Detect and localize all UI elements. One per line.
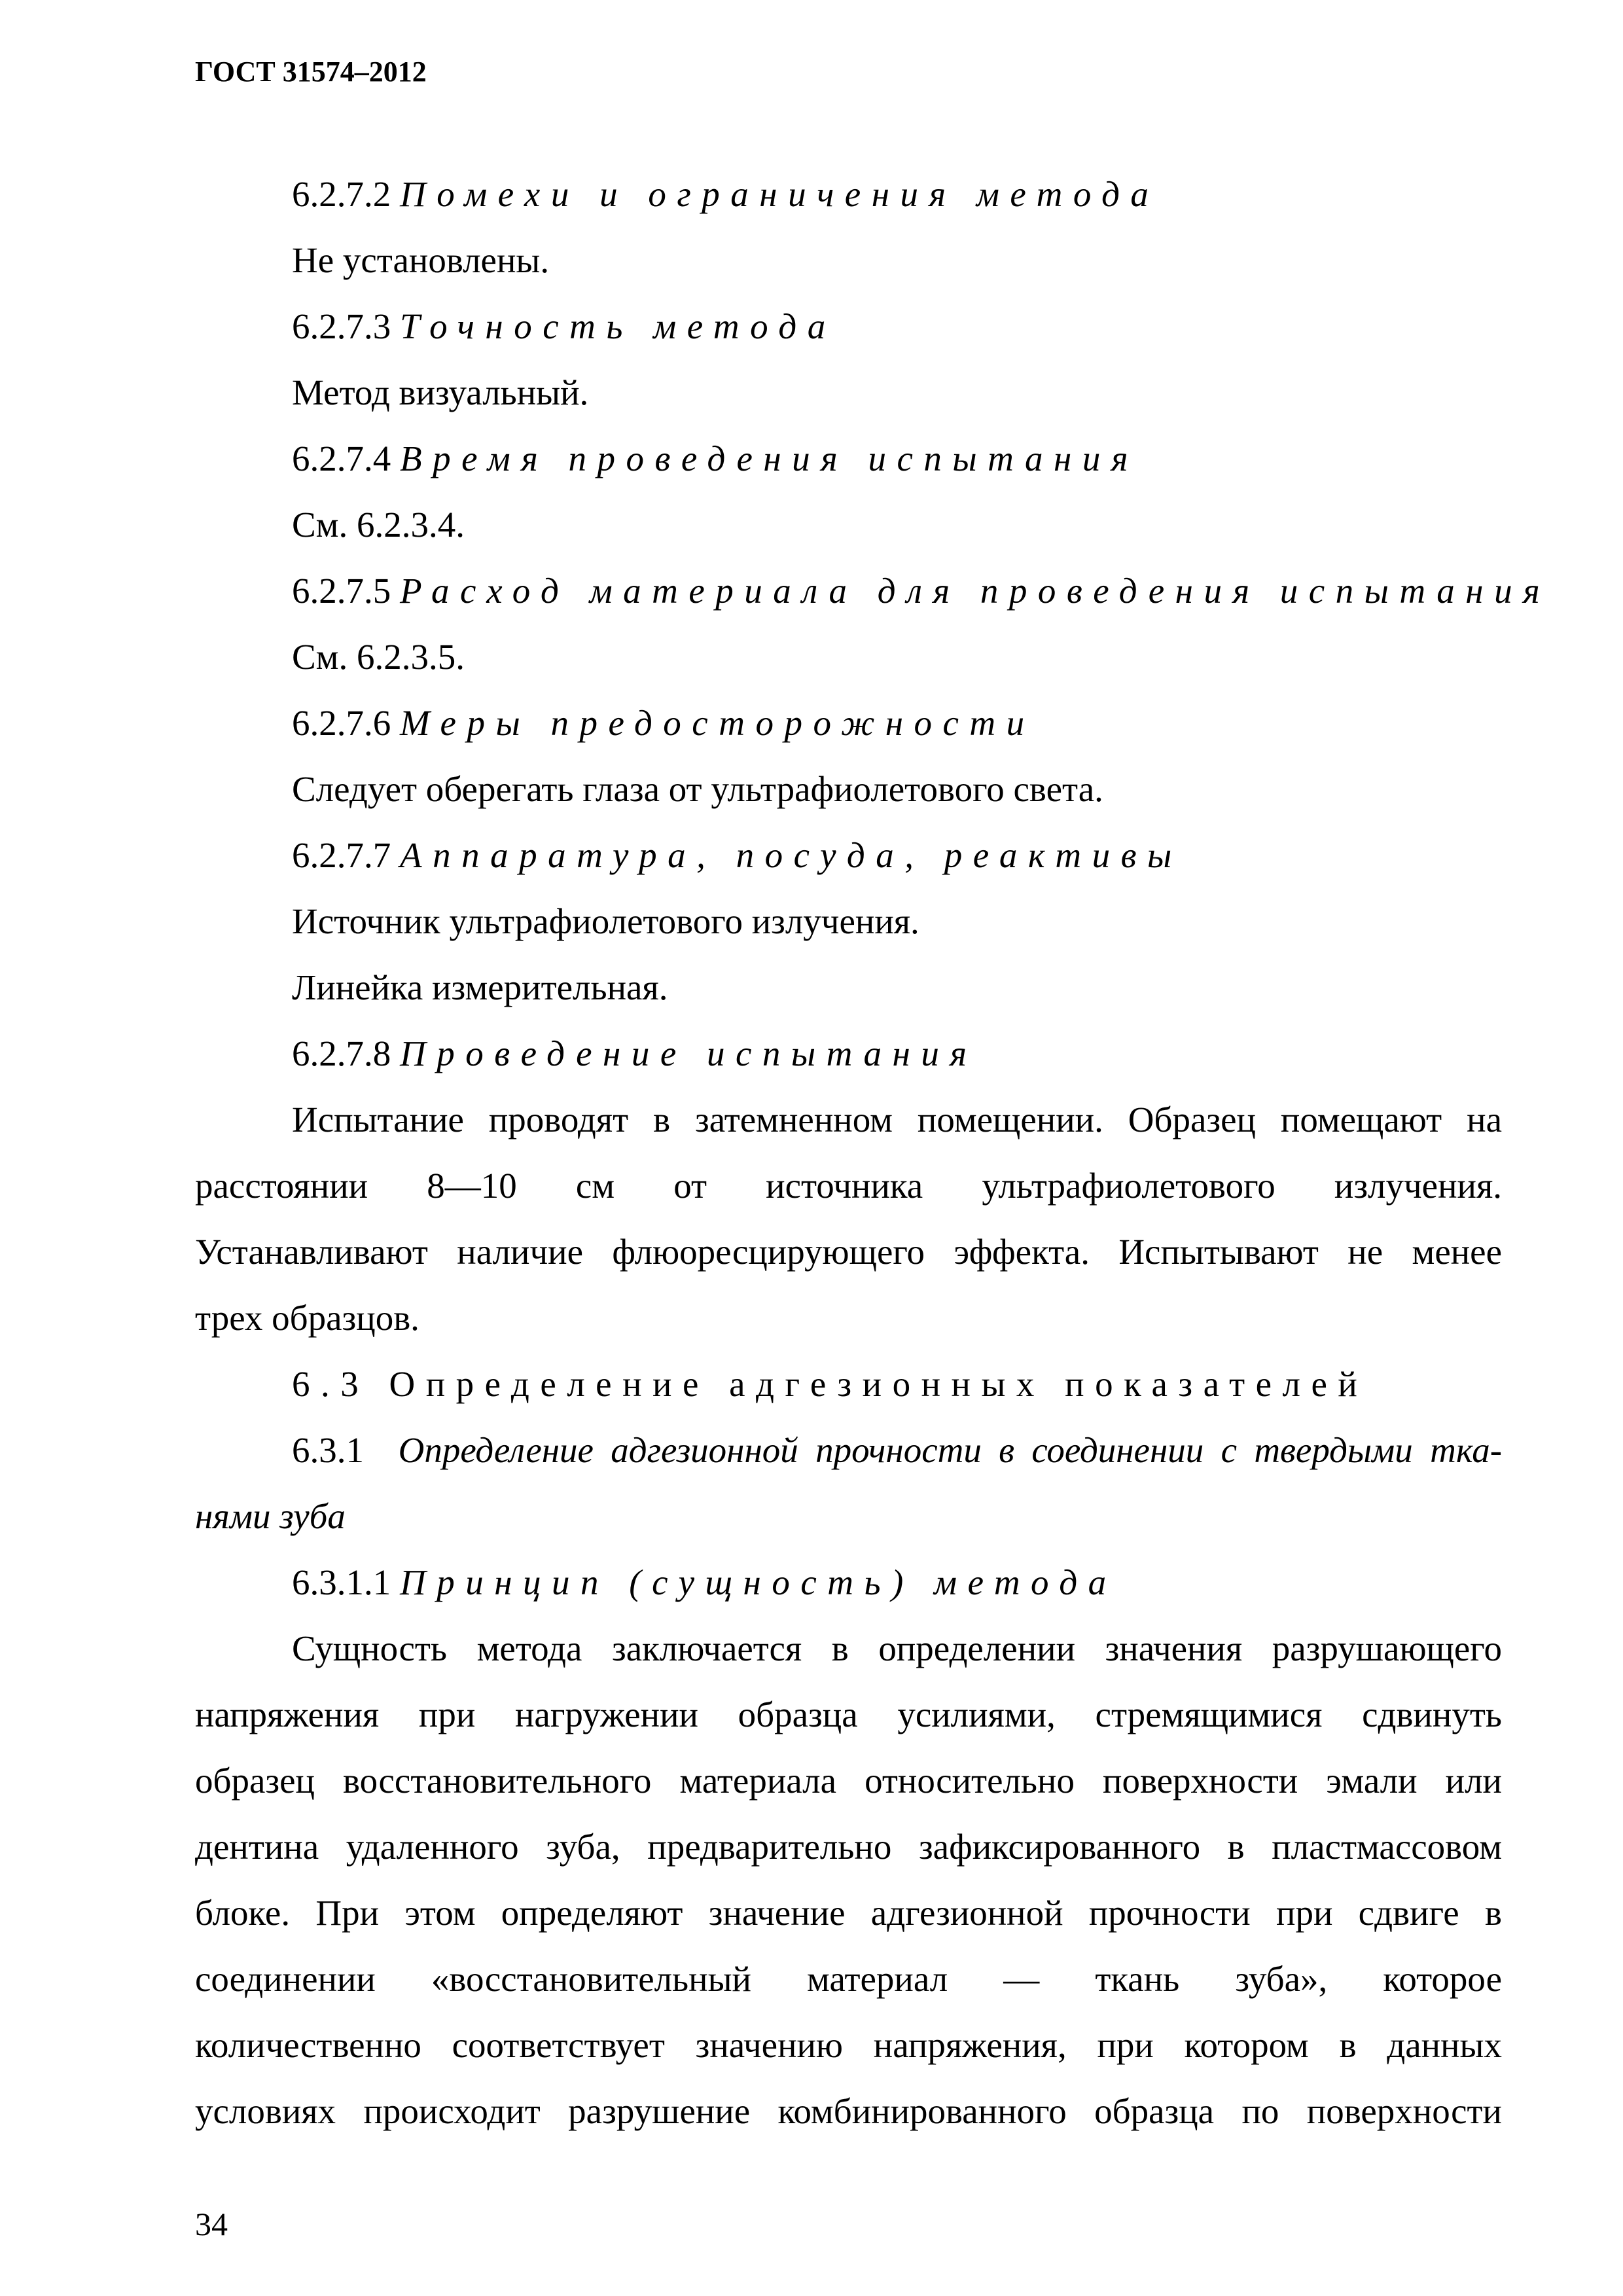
- subsection-title-continuation: нями зуба: [195, 1496, 346, 1536]
- subsection-number: 6.2.7.7: [292, 835, 391, 875]
- text-line: Следует оберегать глаза от ультрафиолетового света.: [292, 769, 1103, 809]
- subsection-title: Меры предосторожности: [400, 703, 1035, 743]
- subsection-number: 6.2.7.2: [292, 174, 391, 214]
- subsection-6-3-1: [195, 1417, 1502, 1549]
- subsection-number: 6.2.7.8: [292, 1033, 391, 1073]
- subsection-title: Проведение испытания: [400, 1033, 978, 1073]
- subsection-title: Расход материала для проведения испытания: [400, 571, 1551, 611]
- paragraph: [195, 1615, 1502, 2144]
- subsection-title: Аппаратура, посуда, реактивы: [400, 835, 1183, 875]
- paragraph-line: Устанавливают наличие флюоресцирующего эффекта. Испытывают не менее: [195, 1232, 1502, 1272]
- paragraph-line: трех образцов.: [195, 1298, 419, 1338]
- text-line: Источник ультрафиолетового излучения.: [292, 901, 919, 941]
- subsection-title: Помехи и ограничения метода: [400, 174, 1160, 214]
- text-line: См. 6.2.3.4.: [292, 505, 465, 545]
- paragraph-line: соединении «восстановительный материал — ткань зуба», которое: [195, 1959, 1502, 1999]
- subsection-title: Точность метода: [400, 306, 836, 346]
- subsection-number: 6.2.7.3: [292, 306, 391, 346]
- page-number: 34: [195, 2206, 228, 2242]
- subsection-heading-line: [195, 1417, 1502, 1483]
- paragraph-line: образец восстановительного материала относительно поверхности эмали или: [195, 1761, 1502, 1801]
- text-line: Метод визуальный.: [292, 372, 589, 412]
- paragraph-line: дентина удаленного зуба, предварительно зафиксированного в пластмассовом: [195, 1827, 1502, 1867]
- subsection-number: 6.2.7.5: [292, 571, 391, 611]
- subsection-heading: [195, 822, 1502, 888]
- paragraph-line: расстоянии 8—10 см от источника ультрафиолетового излучения.: [195, 1166, 1502, 1206]
- paragraph-line: условиях происходит разрушение комбинированного образца по поверхности: [195, 2091, 1502, 2131]
- subsection-number: 6.2.7.6: [292, 703, 391, 743]
- subsection-number: 6.2.7.4: [292, 439, 391, 478]
- paragraph-line: количественно соответствует значению напряжения, при котором в данных: [195, 2025, 1502, 2065]
- subsection-heading: [195, 161, 1502, 227]
- subsection-number: 6.3.1.1: [292, 1562, 391, 1602]
- subsection-number: 6.3.1: [292, 1430, 364, 1470]
- text-line: Не установлены.: [292, 240, 550, 280]
- paragraph-line: напряжения при нагружении образца усилиями, стремящимися сдвинуть: [195, 1695, 1502, 1734]
- page-content: [195, 161, 1551, 2144]
- subsection-heading: [195, 425, 1502, 492]
- subsection-title: Определение адгезионной прочности в соединении с твердыми тка-: [398, 1430, 1502, 1470]
- subsection-heading: [195, 293, 1502, 359]
- document-header: ГОСТ 31574–2012: [195, 56, 427, 88]
- text-line: См. 6.2.3.5.: [292, 637, 465, 677]
- paragraph-line: Испытание проводят в затемненном помещении. Образец помещают на: [292, 1100, 1502, 1139]
- text-line: Линейка измерительная.: [292, 967, 668, 1007]
- subsection-title: Время проведения испытания: [400, 439, 1139, 478]
- subsection-heading: [195, 558, 1551, 624]
- section-heading: 6.3 Определение адгезионных показателей: [292, 1364, 1368, 1404]
- subsection-heading: [195, 1549, 1502, 1615]
- paragraph-line: Сущность метода заключается в определении значения разрушающего: [292, 1628, 1502, 1668]
- paragraph-line: блоке. При этом определяют значение адгезионной прочности при сдвиге в: [195, 1893, 1502, 1933]
- paragraph: [195, 1086, 1502, 1351]
- subsection-heading: [195, 690, 1502, 756]
- subsection-heading: [195, 1020, 1502, 1086]
- subsection-title: Принцип (сущность) метода: [400, 1562, 1117, 1602]
